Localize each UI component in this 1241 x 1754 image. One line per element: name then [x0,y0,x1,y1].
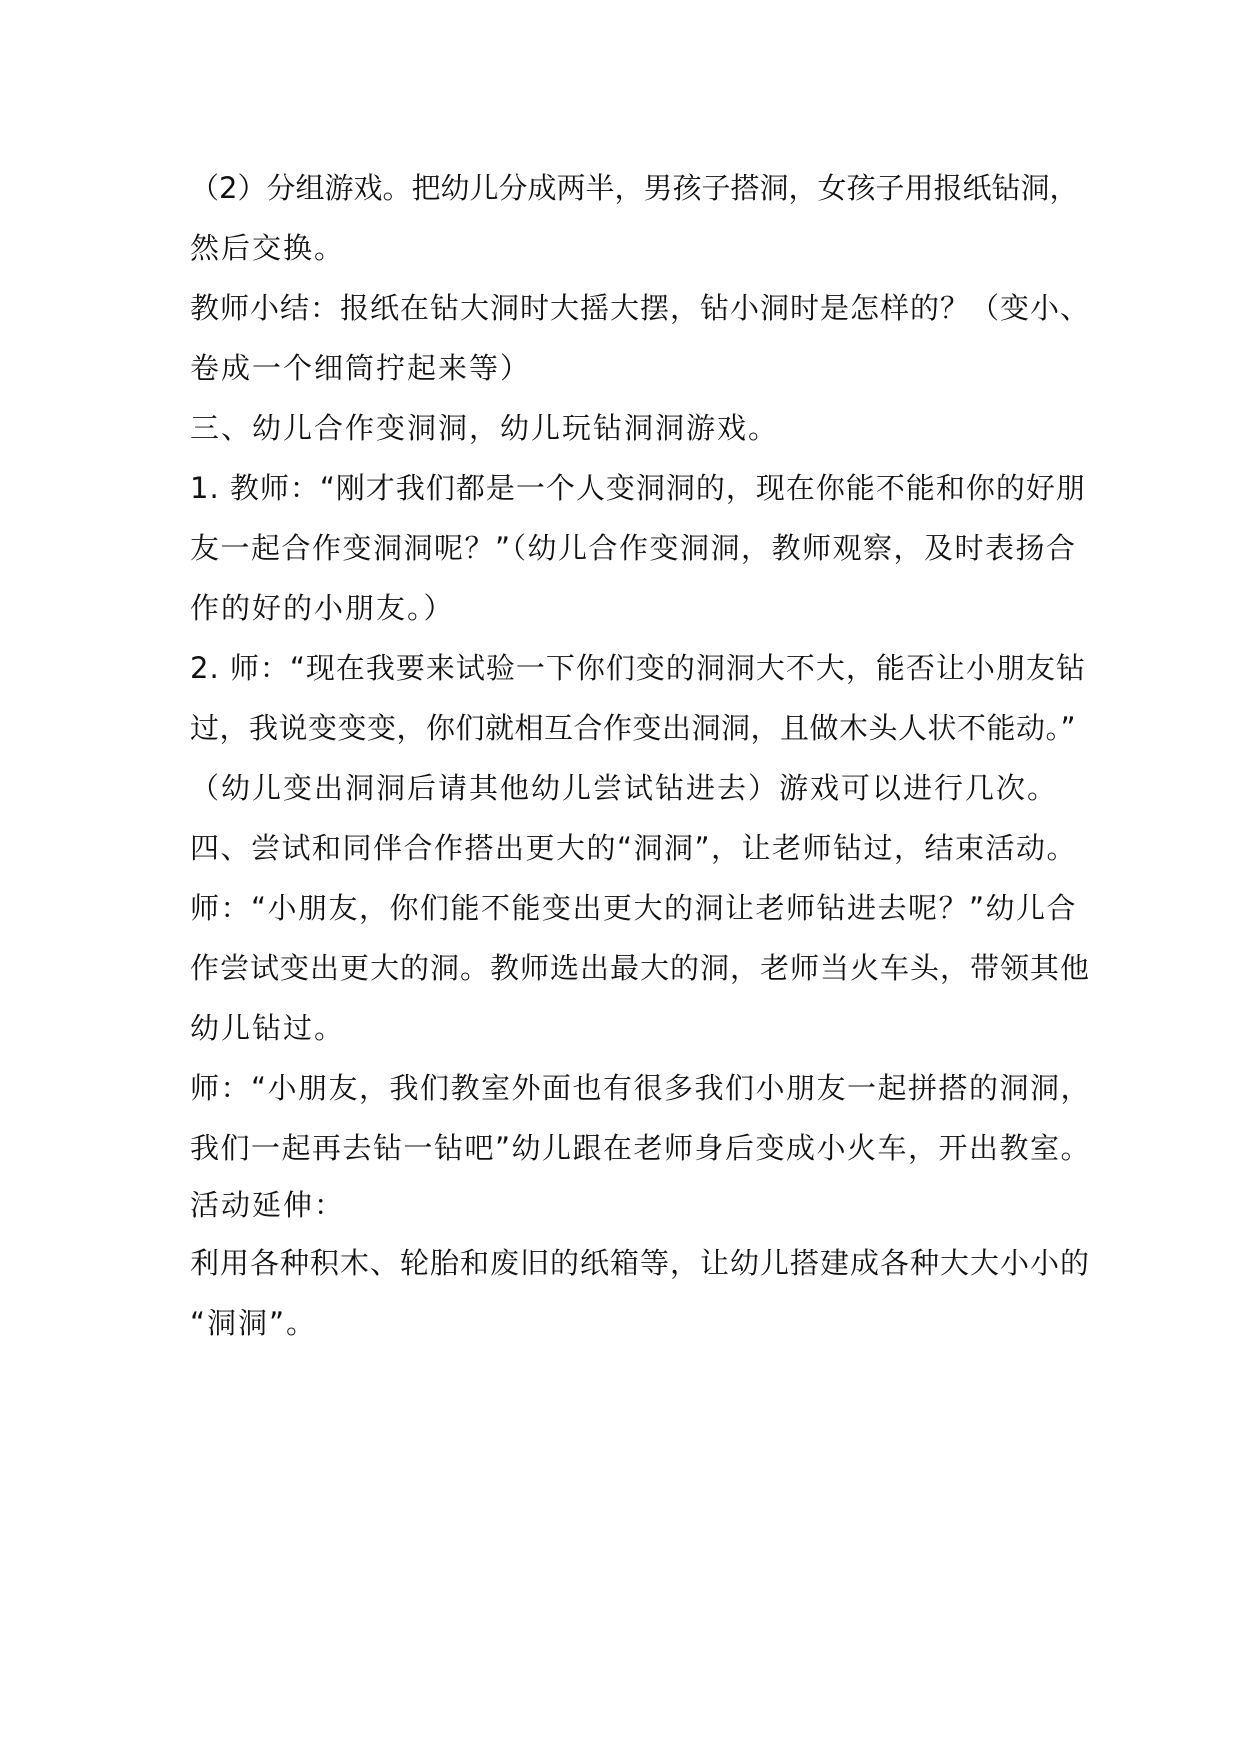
text-line-20: “洞洞”。 [190,1306,318,1340]
text-line-14: 作尝试变出更大的洞。教师选出最大的洞，老师当火车头，带领其他 [190,951,1091,985]
extension-heading: 活动延伸： [190,1188,346,1222]
text-line-19: 利用各种积木、轮胎和废旧的纸箱等，让幼儿搭建成各种大大小小的 [190,1246,1091,1280]
section-heading-3: 三、幼儿合作变洞洞，幼儿玩钻洞洞游戏。 [190,411,780,445]
text-line-2: 然后交换。 [190,231,346,265]
text-line-6: 1. 教师：“刚才我们都是一个人变洞洞的，现在你能不能和你的好朋 [190,471,1086,505]
text-line-1: （2）分组游戏。把幼儿分成两半，男孩子搭洞，女孩子用报纸钻洞， [190,171,1079,205]
text-line-11: （幼儿变出洞洞后请其他幼儿尝试钻进去）游戏可以进行几次。 [190,771,1059,805]
text-line-9: 2. 师：“现在我要来试验一下你们变的洞洞大不大，能否让小朋友钻 [190,651,1086,685]
section-heading-4: 四、尝试和同伴合作搭出更大的“洞洞”，让老师钻过，结束活动。 [190,831,1078,865]
text-line-3: 教师小结：报纸在钻大洞时大摇大摆，钻小洞时是怎样的？（变小、 [190,291,1091,325]
text-line-8: 作的好的小朋友。） [190,591,455,625]
text-line-15: 幼儿钻过。 [190,1011,346,1045]
text-line-10: 过，我说变变变，你们就相互合作变出洞洞，且做木头人状不能动。” [190,711,1077,745]
text-line-7: 友一起合作变洞洞呢？”（幼儿合作变洞洞，教师观察，及时表扬合 [190,531,1077,565]
text-line-4: 卷成一个细筒拧起来等） [190,351,532,385]
text-line-17: 我们一起再去钻一钻吧”幼儿跟在老师身后变成小火车，开出教室。 [190,1131,1092,1165]
text-line-16: 师：“小朋友，我们教室外面也有很多我们小朋友一起拼搭的洞洞， [190,1071,1092,1105]
text-line-13: 师：“小朋友，你们能不能变出更大的洞让老师钻进去呢？”幼儿合 [190,891,1078,925]
